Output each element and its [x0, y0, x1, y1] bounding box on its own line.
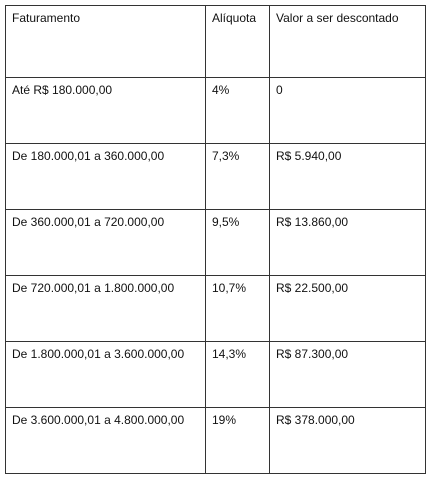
cell-aliquota: 7,3%: [206, 144, 270, 210]
header-faturamento: Faturamento: [6, 6, 206, 78]
cell-aliquota: 4%: [206, 78, 270, 144]
cell-aliquota: 19%: [206, 408, 270, 474]
table-row: [6, 408, 426, 474]
cell-valor: R$ 378.000,00: [270, 408, 426, 474]
cell-valor: R$ 87.300,00: [270, 342, 426, 408]
cell-faturamento: De 720.000,01 a 1.800.000,00: [6, 276, 206, 342]
table-row: [6, 276, 426, 342]
cell-faturamento: De 180.000,01 a 360.000,00: [6, 144, 206, 210]
table-row: [6, 78, 426, 144]
cell-aliquota: 9,5%: [206, 210, 270, 276]
cell-faturamento: Até R$ 180.000,00: [6, 78, 206, 144]
cell-valor: R$ 22.500,00: [270, 276, 426, 342]
header-aliquota: Alíquota: [206, 6, 270, 78]
cell-faturamento: De 3.600.000,01 a 4.800.000,00: [6, 408, 206, 474]
cell-valor: 0: [270, 78, 426, 144]
table-row: [6, 144, 426, 210]
cell-aliquota: 14,3%: [206, 342, 270, 408]
table-row: [6, 210, 426, 276]
cell-faturamento: De 360.000,01 a 720.000,00: [6, 210, 206, 276]
cell-valor: R$ 13.860,00: [270, 210, 426, 276]
cell-faturamento: De 1.800.000,01 a 3.600.000,00: [6, 342, 206, 408]
cell-aliquota: 10,7%: [206, 276, 270, 342]
tax-bracket-table: [5, 5, 426, 474]
header-valor-descontado: Valor a ser descontado: [270, 6, 426, 78]
table-header-row: [6, 6, 426, 78]
cell-valor: R$ 5.940,00: [270, 144, 426, 210]
table-row: [6, 342, 426, 408]
